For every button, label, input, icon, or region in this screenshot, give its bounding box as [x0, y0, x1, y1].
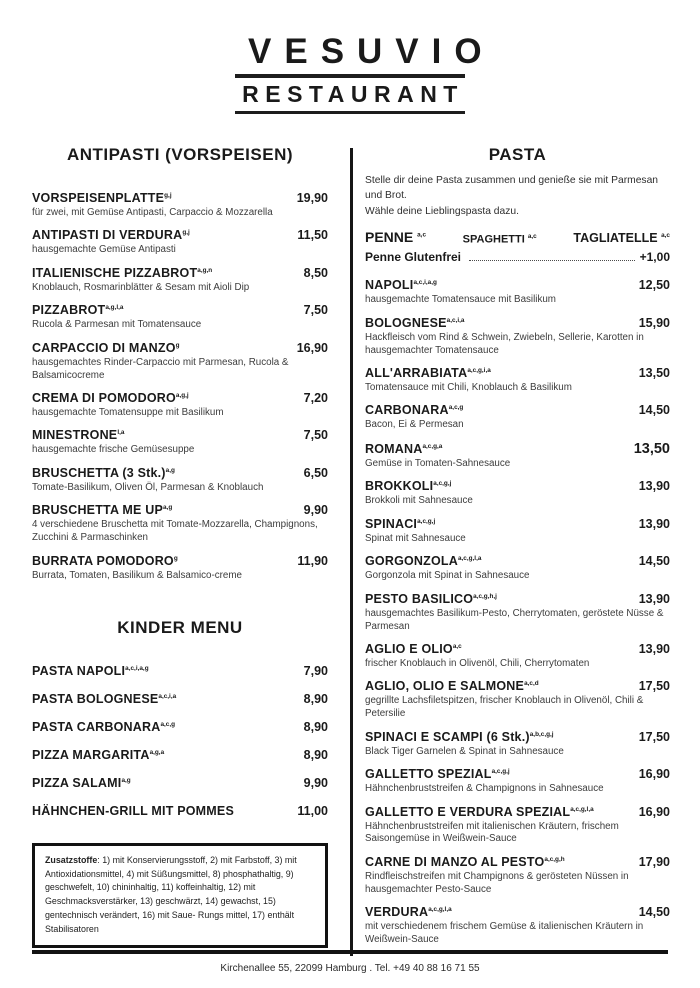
item-name [365, 730, 554, 745]
menu-item [365, 278, 670, 307]
menu-item-row [365, 679, 670, 694]
menu-item [365, 403, 670, 432]
item-name [365, 517, 435, 532]
menu-item [365, 554, 670, 583]
kinder-list [32, 664, 328, 832]
item-name [365, 805, 594, 820]
item-name-text: SPINACI [365, 516, 418, 531]
menu-item-row [32, 428, 328, 443]
menu-item-row [365, 905, 670, 920]
item-name-text: CARPACCIO DI MANZO [32, 340, 176, 355]
menu-item-row [365, 730, 670, 745]
item-price: 11,50 [297, 228, 328, 243]
menu-item-row [365, 316, 670, 331]
item-allergen-superscript: a,c [452, 642, 462, 650]
menu-item [365, 316, 670, 358]
item-allergen-superscript: a,c [527, 232, 537, 240]
menu-item [365, 517, 670, 546]
item-name-text: HÄHNCHEN-GRILL MIT POMMES [32, 803, 234, 818]
item-allergen-superscript: a,c,g,l,a [570, 805, 594, 813]
menu-item-row [32, 191, 328, 206]
menu-item [365, 679, 670, 721]
item-name [365, 642, 462, 657]
item-price: 14,50 [638, 403, 670, 418]
pasta-type-tagliatelle [573, 231, 670, 245]
item-allergen-superscript: a,g [165, 466, 175, 474]
item-name [32, 303, 123, 318]
item-allergen-superscript: a,g [162, 504, 173, 512]
item-name [365, 366, 491, 381]
menu-item-row [32, 341, 328, 356]
menu-item-row [32, 776, 328, 791]
additives-box [32, 843, 328, 948]
item-description: Hackfleisch vom Rind & Schwein, Zwiebeln, Sellerie, Karotten in hausgemachter Tomatensauce [365, 331, 644, 356]
item-allergen-superscript: a,g,j [175, 391, 189, 399]
item-name-text: PASTA CARBONARA [32, 719, 161, 734]
item-name [32, 720, 175, 735]
item-name-text: BRUSCHETTA (3 Stk.) [32, 465, 166, 480]
menu-item [365, 805, 670, 847]
item-description: hausgemachte frische Gemüsesuppe [32, 444, 195, 456]
item-description: Bacon, Ei & Permesan [365, 419, 464, 431]
pasta-intro-line1: Stelle dir deine Pasta zusammen und genieße sie mit Parmesan und Brot. [365, 174, 659, 202]
menu-item [32, 692, 328, 707]
glutenfree-price: +1,00 [639, 250, 670, 265]
item-name [365, 278, 437, 293]
item-price: 13,90 [638, 479, 670, 494]
menu-item [365, 479, 670, 508]
item-name [365, 679, 539, 694]
menu-item-row [32, 664, 328, 679]
item-name-text: ROMANA [365, 441, 423, 456]
menu-item-row [365, 767, 670, 782]
item-price: 11,00 [297, 803, 328, 818]
item-name-text: AGLIO E OLIO [365, 641, 453, 656]
item-description: Black Tiger Garnelen & Spinat in Sahnesauce [365, 745, 564, 757]
item-name [32, 804, 234, 819]
item-price: 17,50 [638, 679, 670, 694]
menu-item-row [32, 692, 328, 707]
menu-item-row [32, 503, 328, 518]
item-name [365, 855, 565, 870]
item-price: 7,20 [303, 391, 328, 406]
item-name [32, 692, 176, 707]
item-name-text: NAPOLI [365, 278, 414, 293]
item-name-text: BURRATA POMODORO [32, 553, 174, 568]
menu-item [32, 466, 328, 495]
item-price: 7,50 [303, 303, 328, 318]
item-description: 4 verschiedene Bruschetta mit Tomate-Mozzarella, Champignons, Zucchini & Parmaschinken [32, 519, 318, 544]
item-allergen-superscript: a,c,g,j [417, 517, 436, 525]
item-name-text: ALL'ARRABIATA [365, 366, 468, 381]
item-price: 16,90 [296, 340, 328, 355]
item-name [32, 266, 212, 281]
item-name [365, 767, 510, 782]
item-allergen-superscript: a,c,g,l,a [428, 906, 452, 914]
item-name [32, 748, 164, 763]
menu-item [32, 391, 328, 420]
item-name-text: ITALIENISCHE PIZZABROT [32, 265, 198, 280]
item-name-text: PIZZA MARGARITA [32, 747, 150, 762]
pasta-list [365, 278, 670, 947]
menu-item [32, 266, 328, 295]
item-price: 8,90 [303, 691, 328, 706]
item-description: frischer Knoblauch in Olivenöl, Chili, Cherrytomaten [365, 657, 590, 669]
item-name [32, 191, 172, 206]
item-allergen-superscript: a,c,i,a [158, 692, 177, 700]
item-name-text: PASTA BOLOGNESE [32, 691, 159, 706]
menu-item [365, 441, 670, 471]
kinder-section-title: KINDER MENU [117, 618, 243, 638]
item-description: Tomatensauce mit Chili, Knoblauch & Basilikum [365, 382, 572, 394]
menu-item [365, 642, 670, 671]
item-allergen-superscript: a,g,l,a [105, 304, 124, 312]
pasta-types-row [365, 229, 670, 245]
item-price: 8,90 [303, 719, 328, 734]
item-name [32, 554, 178, 569]
item-description: Gorgonzola mit Spinat in Sahnesauce [365, 570, 530, 582]
item-price: 19,90 [296, 190, 328, 205]
menu-item [32, 228, 328, 257]
item-description: Knoblauch, Rosmarinblätter & Sesam mit Aioli Dip [32, 281, 250, 293]
item-price: 13,50 [638, 366, 670, 381]
menu-item [365, 366, 670, 395]
item-allergen-superscript: a,c,g,h,j [473, 592, 497, 600]
item-allergen-superscript: a,c [661, 232, 670, 240]
item-price: 17,50 [638, 729, 670, 744]
item-allergen-superscript: a,c,g [448, 404, 464, 412]
menu-item [32, 664, 328, 679]
item-allergen-superscript: g [175, 341, 180, 349]
item-allergen-superscript: a,b,c,g,j [529, 730, 554, 738]
item-name [32, 664, 149, 679]
right-column [365, 146, 670, 955]
restaurant-logo [235, 32, 495, 114]
item-name-text: PASTA NAPOLI [32, 663, 126, 678]
additives-label: Zusatzstoffe [45, 854, 98, 865]
menu-item-row [32, 391, 328, 406]
item-price: 15,90 [638, 315, 670, 330]
item-allergen-superscript: a,c,g,i,a [467, 366, 491, 374]
menu-item [365, 730, 670, 759]
menu-item-row [365, 554, 670, 569]
menu-item [32, 341, 328, 383]
logo-title: VESUVIO [248, 32, 495, 71]
item-description: für zwei, mit Gemüse Antipasti, Carpaccio & Mozzarella [32, 206, 273, 218]
item-name [32, 466, 175, 481]
antipasti-list [32, 191, 328, 591]
glutenfree-label: Penne Glutenfrei [365, 250, 462, 265]
item-name-text: MINESTRONE [32, 428, 118, 443]
item-description: Brokkoli mit Sahnesauce [365, 495, 473, 507]
item-allergen-superscript: a,c,g,j [491, 767, 510, 775]
item-name-text: GORGONZOLA [365, 554, 458, 569]
item-price: 14,50 [638, 905, 670, 920]
menu-item [32, 804, 328, 819]
pasta-type-name: PENNE [365, 229, 414, 246]
item-allergen-superscript: g [173, 554, 178, 562]
menu-item-row [365, 642, 670, 657]
item-description: Burrata, Tomaten, Basilikum & Balsamico-creme [32, 569, 242, 581]
menu-item-row [32, 748, 328, 763]
menu-item-row [365, 479, 670, 494]
logo-subtitle: RESTAURANT [242, 81, 464, 107]
menu-item-row [32, 466, 328, 481]
menu-columns [0, 146, 700, 955]
item-description: Tomate-Basilikum, Oliven Öl, Parmesan & Knoblauch [32, 481, 264, 493]
pasta-type-name: TAGLIATELLE [573, 231, 658, 246]
item-description: hausgemachte Gemüse Antipasti [32, 244, 176, 256]
item-name-text: AGLIO, OLIO E SALMONE [365, 679, 525, 694]
item-allergen-superscript: a,c [417, 231, 427, 239]
menu-item [365, 592, 670, 634]
item-name [365, 554, 481, 569]
item-price: 12,50 [638, 278, 670, 293]
item-price: 13,90 [638, 591, 670, 606]
item-name-text: BROKKOLI [365, 479, 434, 494]
item-description: Hähnchenbruststreifen mit italienischen Kräutern, frischem Saisongemüse in Weißwein-Sauce [365, 820, 619, 845]
menu-item [365, 767, 670, 796]
pasta-section-title: PASTA [488, 145, 547, 165]
item-allergen-superscript: a,c,i,a [446, 316, 465, 324]
menu-item [365, 905, 670, 947]
menu-item-row [365, 366, 670, 381]
item-allergen-superscript: l,a [117, 429, 125, 437]
item-allergen-superscript: a,c,d [524, 680, 539, 688]
menu-item-row [365, 855, 670, 870]
pasta-intro-line2: Wähle deine Lieblingspasta dazu. [365, 205, 519, 217]
menu-item-row [32, 228, 328, 243]
item-description: Rucola & Parmesan mit Tomatensauce [32, 319, 202, 331]
item-name-text: GALLETTO SPEZIAL [365, 767, 492, 782]
item-name [32, 228, 190, 243]
item-description: Hähnchenbruststreifen & Champignons in Sahnesauce [365, 783, 604, 795]
menu-item-row [32, 554, 328, 569]
item-name [365, 479, 451, 494]
pasta-type-name: SPAGHETTI [462, 233, 525, 246]
menu-item [32, 748, 328, 763]
item-name-text: CARBONARA [365, 403, 449, 418]
item-name [32, 428, 124, 443]
item-name-text: PIZZABROT [32, 303, 106, 318]
item-name-text: VORSPEISENPLATTE [32, 190, 165, 205]
item-price: 17,90 [638, 854, 670, 869]
item-name-text: CREMA DI POMODORO [32, 391, 176, 406]
item-name [32, 503, 172, 518]
pasta-intro [365, 173, 670, 219]
item-allergen-superscript: a,g,a [149, 748, 165, 756]
menu-item-row [365, 403, 670, 418]
item-description: hausgemachtes Basilikum-Pesto, Cherrytomaten, geröstete Nüsse & Parmesan [365, 607, 664, 632]
item-name [365, 442, 442, 457]
logo-divider-bottom [235, 111, 465, 114]
item-price: 13,50 [633, 440, 670, 457]
item-price: 13,90 [638, 516, 670, 531]
pasta-type-penne [365, 229, 426, 245]
item-description: Gemüse in Tomaten-Sahnesauce [365, 457, 511, 469]
menu-item [32, 503, 328, 545]
item-name-text: VERDURA [365, 905, 429, 920]
item-name [365, 316, 464, 331]
column-divider [350, 148, 353, 955]
menu-item-row [32, 303, 328, 318]
menu-item [32, 303, 328, 332]
menu-item-row [365, 805, 670, 820]
item-name [365, 592, 497, 607]
item-allergen-superscript: g,j [164, 191, 172, 199]
footer-address: Kirchenallee 55, 22099 Hamburg . Tel. +49 40 88 16 71 55 [220, 963, 480, 974]
item-name-text: ANTIPASTI DI VERDURA [32, 228, 183, 243]
item-price: 14,50 [638, 554, 670, 569]
item-allergen-superscript: a,c,i,a,g [413, 279, 437, 287]
menu-item [365, 855, 670, 897]
menu-item-row [365, 278, 670, 293]
item-name [32, 391, 189, 406]
item-name [32, 776, 131, 791]
item-price: 8,90 [303, 747, 328, 762]
item-name-text: BRUSCHETTA ME UP [32, 503, 163, 518]
menu-item-row [365, 592, 670, 607]
pasta-type-spaghetti [463, 233, 537, 246]
item-price: 13,90 [638, 641, 670, 656]
item-description: gegrillte Lachsfiletspitzen, frischer Knoblauch in Olivenöl, Chili & Petersilie [365, 695, 644, 720]
item-allergen-superscript: a,c,i,a,g [125, 664, 149, 672]
item-allergen-superscript: a,c,g,l,a [457, 555, 482, 563]
logo-divider-top [235, 74, 465, 78]
item-description: mit verschiedenem frischem Gemüse & italienischen Kräutern in Weißwein-Sauce [365, 921, 644, 946]
item-description: Spinat mit Sahnesauce [365, 532, 466, 544]
item-name-text: SPINACI E SCAMPI (6 Stk.) [365, 729, 530, 744]
item-price: 6,50 [303, 465, 328, 480]
item-allergen-superscript: a,g,n [197, 266, 213, 274]
item-price: 7,90 [303, 663, 328, 678]
item-description: hausgemachtes Rinder-Carpaccio mit Parmesan, Rucola & Balsamicocreme [32, 356, 289, 381]
item-name-text: CARNE DI MANZO AL PESTO [365, 854, 545, 869]
menu-item [32, 776, 328, 791]
item-name-text: BOLOGNESE [365, 315, 447, 330]
menu-item-row [365, 441, 670, 457]
item-allergen-superscript: a,g [121, 776, 131, 784]
item-description: hausgemachte Tomatensuppe mit Basilikum [32, 407, 224, 419]
item-allergen-superscript: a,c,g,j [433, 480, 452, 488]
glutenfree-option-row [365, 250, 670, 264]
menu-item [32, 720, 328, 735]
menu-item [32, 428, 328, 457]
item-price: 9,90 [303, 503, 328, 518]
menu-item-row [32, 804, 328, 819]
address-footer [32, 950, 668, 974]
item-price: 7,50 [303, 428, 328, 443]
left-column [32, 146, 328, 955]
item-price: 9,90 [303, 775, 328, 790]
menu-item [32, 191, 328, 220]
item-price: 16,90 [638, 804, 670, 819]
item-allergen-superscript: a,c,g,h [544, 855, 565, 863]
menu-item-row [365, 517, 670, 532]
menu-item [32, 554, 328, 583]
item-name [365, 403, 463, 418]
item-name-text: PESTO BASILICO [365, 591, 474, 606]
dotted-leader [469, 260, 635, 261]
item-name-text: PIZZA SALAMI [32, 775, 122, 790]
item-allergen-superscript: a,c,g,a [422, 442, 443, 450]
menu-item-row [32, 266, 328, 281]
item-name [365, 905, 452, 920]
item-price: 11,90 [297, 553, 328, 568]
item-allergen-superscript: g,j [182, 229, 190, 237]
item-description: Rindfleischstreifen mit Champignons & gerösteten Nüssen in hausgemachter Pesto-Sauce [365, 870, 629, 895]
item-allergen-superscript: a,c,g [160, 720, 176, 728]
menu-item-row [32, 720, 328, 735]
item-price: 16,90 [638, 767, 670, 782]
antipasti-section-title: ANTIPASTI (VORSPEISEN) [66, 145, 294, 165]
item-name-text: GALLETTO E VERDURA SPEZIAL [365, 804, 571, 819]
item-price: 8,50 [303, 265, 328, 280]
item-description: hausgemachte Tomatensauce mit Basilikum [365, 294, 556, 306]
item-name [32, 341, 180, 356]
additives-text: : 1) mit Konservierungsstoff, 2) mit Farbstoff, 3) mit Antioxidationsmittel, 4) mit Süßungsmittel, 8) phosphathaltig, 9) geschwefelt, 10) chininhaltig, 11) koffeinhaltig, 12) mit Geschmacksverstärker, 13) geschwärzt, 14) gewachst, 15) gentechnisch verändert, 16) mit Saue- Rungs mittel, 17) enthält Stabilisatoren [45, 854, 297, 934]
